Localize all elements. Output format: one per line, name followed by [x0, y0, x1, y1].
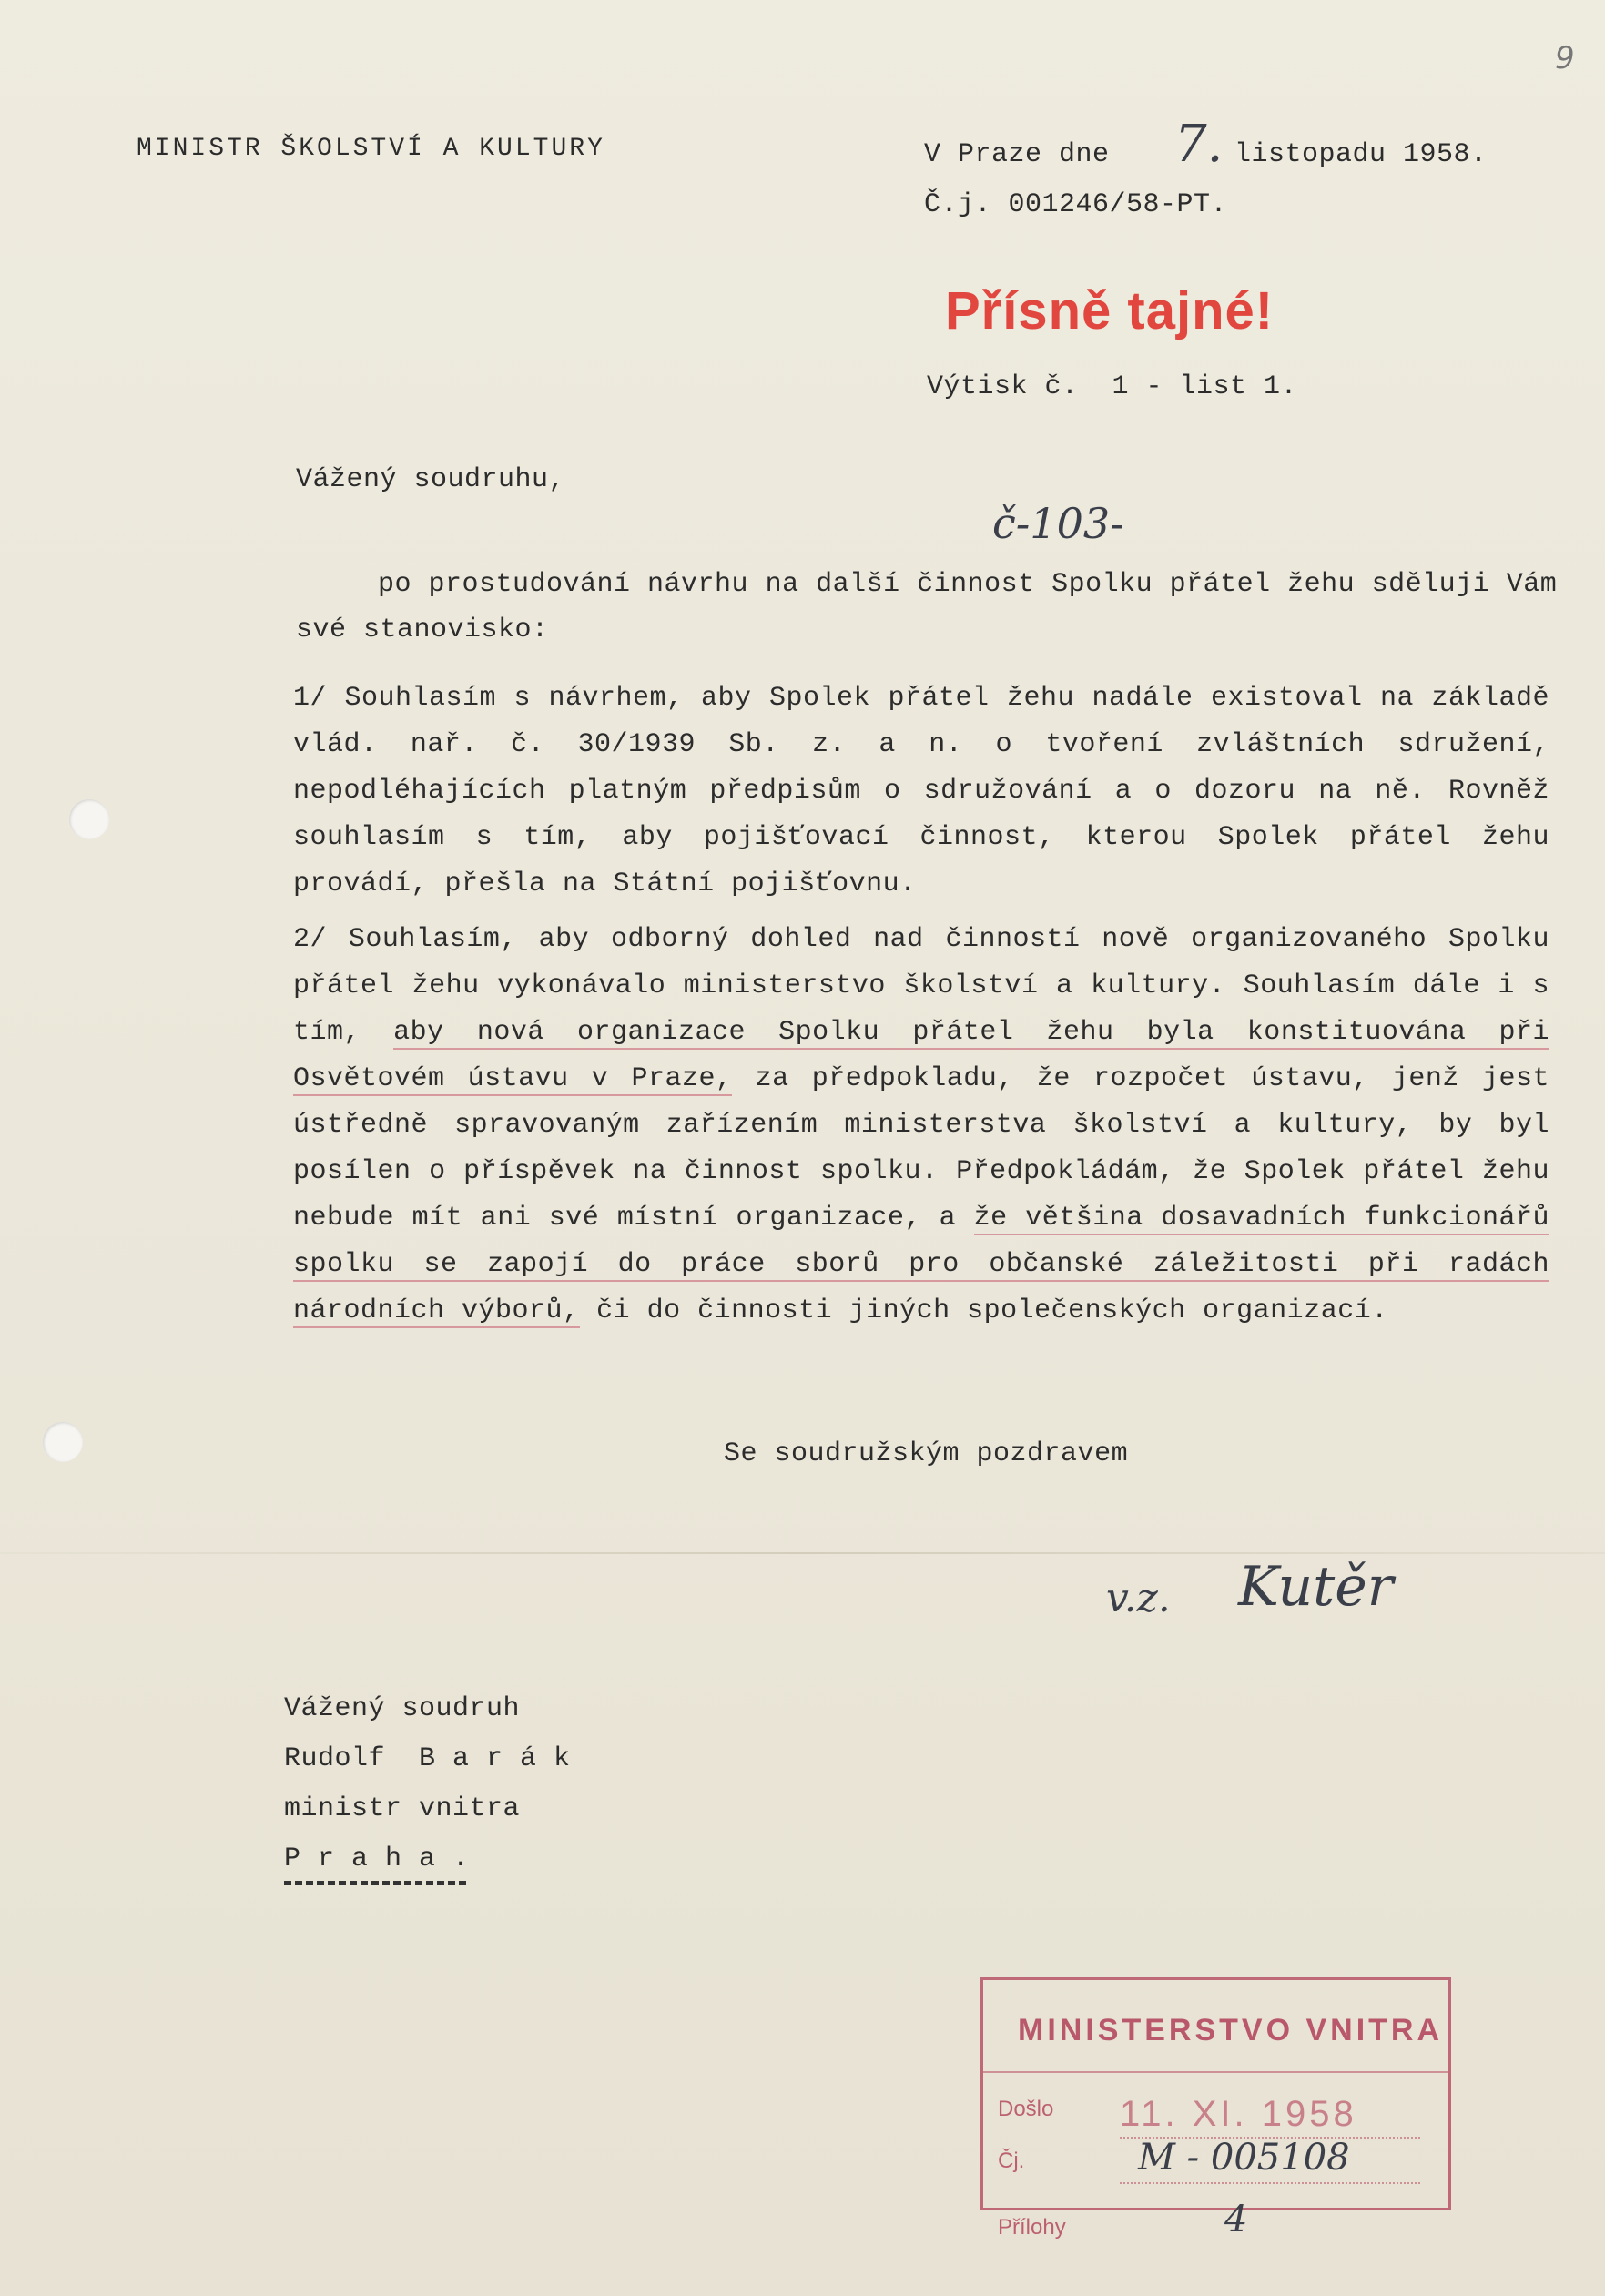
intro-line-1: po prostudování návrhu na další činnost Spolku přátel žehu sděluji Vám [378, 569, 1558, 600]
stamp-title: MINISTERSTVO VNITRA [1018, 2013, 1444, 2047]
intro-line-2: své stanovisko: [296, 615, 549, 645]
point-2-text-b: za předpokladu, že rozpočet ústavu, jenž jest ústředně spravovaným zařízením ministerstva školství a kultury, by byl posílen o příspěvek na činnost spolku. Předpokládám, že Spolek přátel žehu nebude mít ani své místní organizace, a [293, 1063, 1550, 1234]
date-month-year: listopadu 1958. [1234, 139, 1488, 170]
closing: Se soudružským pozdravem [724, 1438, 1129, 1469]
recipient-line-2: Rudolf B a r á k [284, 1743, 571, 1774]
stamp-attachments-value: 4 [1224, 2199, 1248, 2240]
handwritten-reference: č-103- [992, 499, 1124, 548]
received-stamp [980, 1977, 1451, 2240]
point-1-paragraph: 1/ Souhlasím s návrhem, aby Spolek přátel žehu nadále existoval na základě vlád. nař. č. 30/1939 Sb. z. a n. o tvoření zvláštních sdružení, nepodléhajících platným předpisům o sdružování a o dozoru na ně. Rovněž souhlasím s tím, aby pojišťovací činnost, kterou Spolek přátel žehu provádí, přešla na Státní pojišťovnu. [293, 683, 1549, 899]
stamp-attachments-label: Přílohy [998, 2215, 1066, 2240]
point-2-text-c: či do činnosti jiných společenských organizací. [579, 1295, 1388, 1326]
stamp-divider [983, 2071, 1448, 2073]
salutation: Vážený soudruhu, [296, 464, 566, 495]
stamp-ref-label: Čj. [998, 2149, 1025, 2173]
point-2-text-a: 2/ Souhlasím, aby odborný dohled nad činností nově organizovaného Spolku přátel žehu vykonávalo ministerstvo školství a kultury. Souhlasím dále i s tím, [293, 924, 1549, 1048]
handwritten-day: 7. [1174, 115, 1224, 174]
punch-hole-bottom [43, 1422, 83, 1462]
recipient-underline [284, 1881, 466, 1885]
signature: Kutěr [1238, 1555, 1394, 1619]
stamp-line-2 [1120, 2182, 1420, 2184]
recipient-line-1: Vážený soudruh [284, 1693, 521, 1724]
paper-fold-line [0, 1552, 1605, 1554]
page-number: 9 [1555, 40, 1575, 76]
stamp-ref-value: M - 005108 [1138, 2137, 1350, 2179]
signature-prefix: v.z. [1106, 1575, 1171, 1621]
point-2-underlined-2: že většina dosavadních funkcionářů spolku se zapojí do práce sborů pro občanské záležitosti při radách národních výborů, [293, 1203, 1549, 1326]
punch-hole-top [69, 799, 109, 839]
reference-number: Č.j. 001246/58-PT. [924, 189, 1228, 220]
sender-heading: MINISTR ŠKOLSTVÍ A KULTURY [137, 135, 605, 163]
classification-stamp: Přísně tajné! [945, 281, 1275, 340]
point-2-underlined-1: aby nová organizace Spolku přátel žehu byla konstituována při Osvětovém ústavu v Praze, [293, 1017, 1550, 1094]
recipient-line-3: ministr vnitra [284, 1793, 521, 1824]
stamp-received-label: Došlo [998, 2097, 1054, 2121]
copy-info: Výtisk č. 1 - list 1. [927, 371, 1298, 402]
stamp-received-date: 11. XI. 1958 [1120, 2094, 1357, 2134]
place-date-prefix: V Praze dne [924, 139, 1110, 170]
recipient-line-4: P r a h a . [284, 1844, 470, 1874]
point-2-paragraph [293, 917, 1549, 1335]
